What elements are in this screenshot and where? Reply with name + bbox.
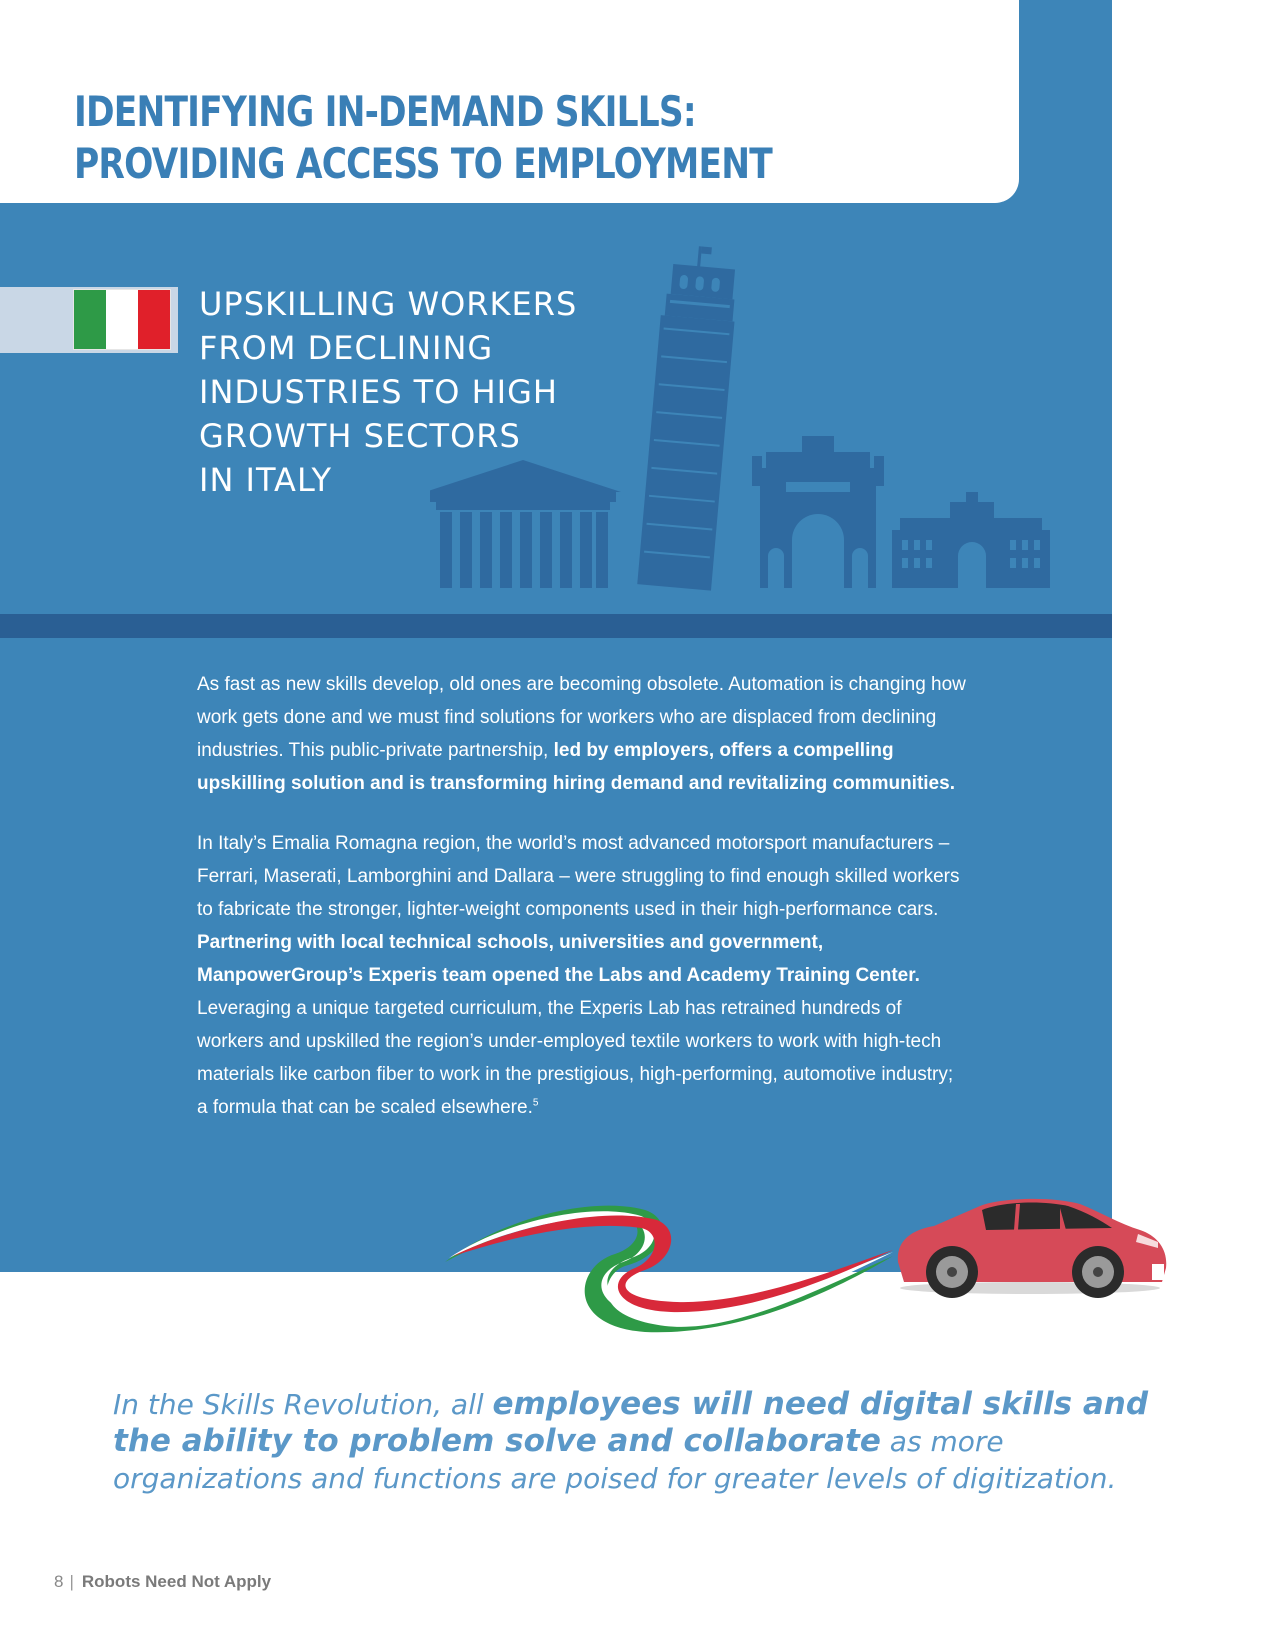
leaning-tower-icon xyxy=(637,243,741,590)
page-title xyxy=(74,86,772,190)
section-heading-line-1: UPSKILLING WORKERS xyxy=(199,285,578,323)
publication-title: Robots Need Not Apply xyxy=(81,1572,272,1591)
page-number: 8 xyxy=(54,1572,64,1591)
page-footer xyxy=(54,1572,271,1592)
page-title-line-2: PROVIDING ACCESS TO EMPLOYMENT xyxy=(74,139,772,188)
section-heading-line-2: FROM DECLINING xyxy=(199,329,494,367)
paragraph-2 xyxy=(197,827,967,1124)
title-card xyxy=(0,0,1019,203)
sports-car-icon xyxy=(890,1190,1170,1300)
italian-ribbon-icon xyxy=(445,1196,895,1336)
body-text xyxy=(197,668,967,1151)
p1-text: As fast as new skills develop, old ones are becoming obsolete. Automation is changing how work gets done and we must find solutions for workers who are displaced from declining industries. This public-private partnership, xyxy=(197,674,966,761)
pull-quote xyxy=(113,1386,1173,1497)
quote-part-2: as more organizations and functions are poised for greater levels of digitization. xyxy=(113,1425,1117,1495)
footer-separator: | xyxy=(69,1572,74,1591)
divider-band xyxy=(0,614,1112,638)
footnote-ref: 5 xyxy=(532,1097,539,1109)
quote-bold: employees will need digital skills and the ability to problem solve and collaborate xyxy=(113,1386,1149,1459)
italy-flag-icon xyxy=(73,289,171,350)
p2-text-1: In Italy’s Emalia Romagna region, the world’s most advanced motorsport manufacturers – Ferrari, Maserati, Lamborghini and Dallara – were struggling to find enough skilled workers to fabricate the stronger, lighter-weight components used in their high-performance cars. xyxy=(197,833,960,920)
quote-part-1: In the Skills Revolution, all xyxy=(113,1388,493,1421)
p2-bold: Partnering with local technical schools, universities and government, ManpowerGroup’s Experis team opened the Labs and Academy Training Center. xyxy=(197,932,920,986)
p1-bold: led by employers, offers a compelling upskilling solution and is transforming hiring demand and revitalizing communities. xyxy=(197,740,955,794)
section-heading-line-5: IN ITALY xyxy=(199,461,333,499)
section-heading-line-4: GROWTH SECTORS xyxy=(199,417,521,455)
page-title-line-1: IDENTIFYING IN-DEMAND SKILLS: xyxy=(74,87,696,136)
section-heading-line-3: INDUSTRIES TO HIGH xyxy=(199,373,558,411)
section-heading xyxy=(199,282,577,502)
paragraph-1 xyxy=(197,668,967,800)
p2-text-2: Leveraging a unique targeted curriculum, the Experis Lab has retrained hundreds of workers and upskilled the region’s under-employed textile workers to work with high-tech materials like carbon fiber to work in the prestigious, high-performing, automotive industry; a formula that can be scaled elsewhere. xyxy=(197,998,954,1118)
